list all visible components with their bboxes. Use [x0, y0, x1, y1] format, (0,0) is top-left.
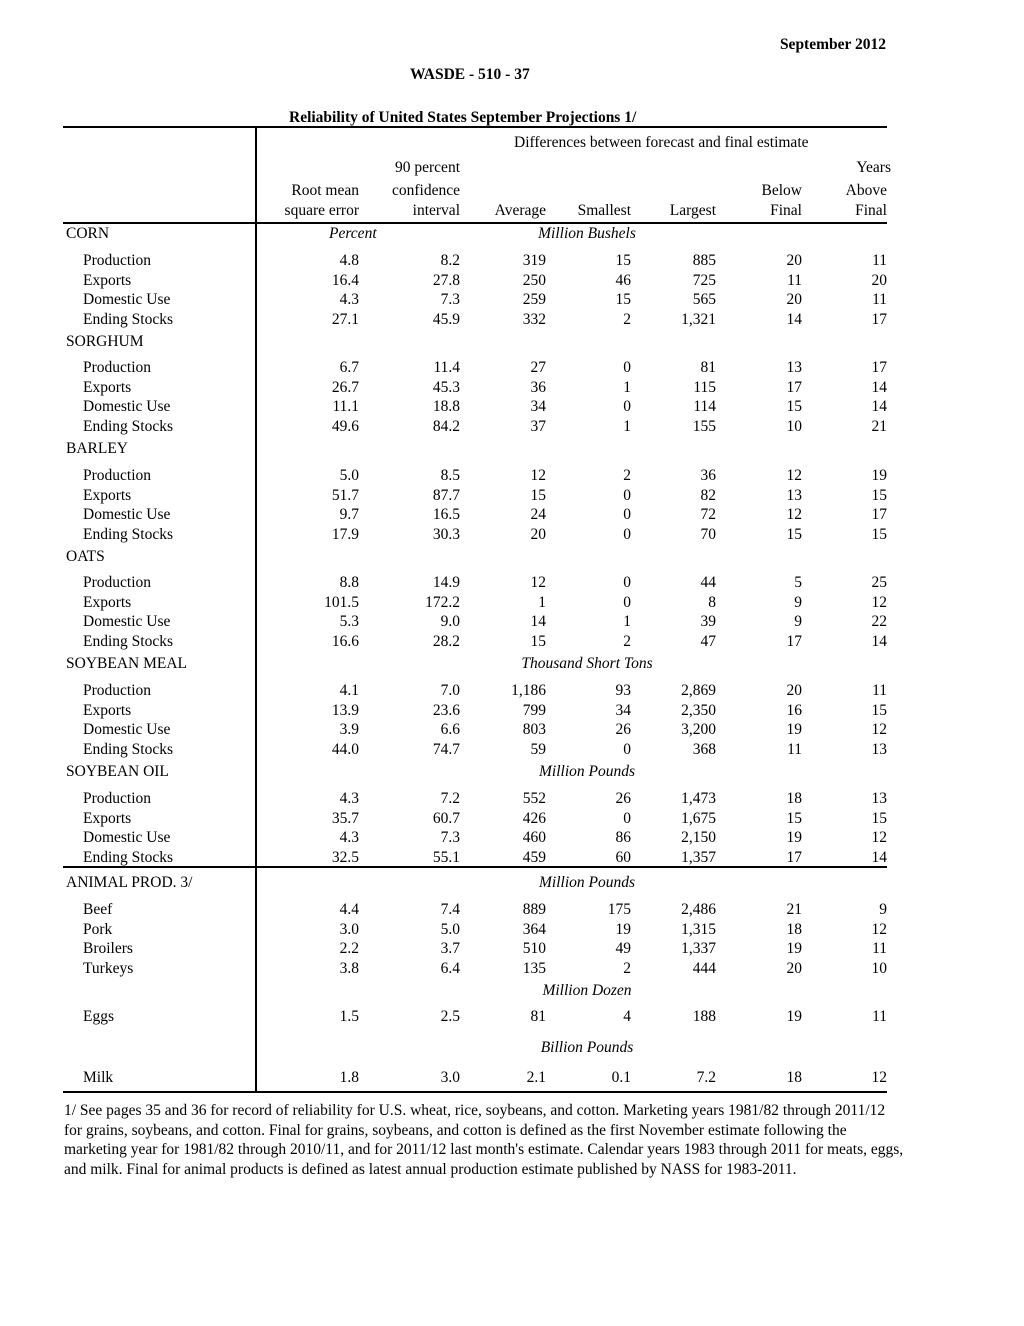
smallest-header: Smallest — [577, 202, 631, 219]
below-final-value: 20 — [786, 291, 802, 308]
ci-value: 172.2 — [425, 593, 460, 611]
section-header: SOYBEAN MEAL — [66, 655, 187, 672]
bottom-rule — [63, 1091, 887, 1093]
below-final-value: 19 — [786, 721, 802, 738]
below-final-value: 12 — [786, 467, 802, 484]
below-final-value: 20 — [786, 682, 802, 699]
row-label: Pork — [83, 920, 113, 938]
rmse-value: 27.1 — [331, 310, 359, 328]
average-value: 426 — [522, 809, 546, 827]
average-value: 250 — [522, 271, 546, 289]
below-final-value: 13 — [786, 486, 802, 504]
largest-value: 81 — [700, 359, 716, 376]
average-value: 552 — [522, 790, 546, 807]
ci-header-line1: 90 percent — [395, 159, 460, 176]
ci-value: 7.4 — [440, 901, 460, 918]
above-final-value: 15 — [871, 525, 887, 543]
above-final-value: 12 — [871, 721, 887, 738]
row-label: Domestic Use — [83, 398, 171, 415]
below-final-value: 19 — [786, 829, 802, 846]
average-value: 37 — [530, 417, 546, 435]
smallest-value: 2 — [623, 310, 631, 328]
ci-value: 23.6 — [432, 701, 460, 719]
above-final-value: 15 — [871, 809, 887, 827]
largest-value: 565 — [692, 291, 716, 308]
below-final-value: 18 — [786, 790, 802, 807]
ci-value: 7.0 — [440, 682, 460, 699]
row-label: Exports — [83, 809, 132, 827]
largest-value: 1,337 — [681, 940, 716, 957]
below-final-value: 11 — [787, 271, 802, 289]
smallest-value: 26 — [615, 721, 631, 738]
above-final-value: 25 — [871, 574, 887, 591]
rmse-value: 3.0 — [339, 920, 359, 938]
ci-value: 74.7 — [432, 740, 460, 758]
smallest-value: 19 — [615, 920, 631, 938]
largest-value: 114 — [693, 398, 716, 415]
above-final-value: 15 — [871, 701, 887, 719]
rmse-value: 3.8 — [339, 959, 359, 977]
smallest-value: 175 — [607, 901, 631, 918]
average-value: 24 — [530, 506, 546, 523]
smallest-value: 0 — [623, 486, 631, 504]
average-value: 81 — [530, 1008, 546, 1025]
below-final-value: 11 — [787, 740, 802, 758]
largest-value: 7.2 — [696, 1069, 716, 1086]
report-number: WASDE - 510 - 37 — [410, 66, 530, 83]
above-final-value: 12 — [871, 1069, 887, 1086]
below-header-line1: Below — [761, 182, 802, 199]
rmse-value: 13.9 — [331, 701, 359, 719]
average-value: 2.1 — [526, 1069, 546, 1086]
largest-value: 39 — [700, 613, 716, 630]
smallest-value: 0.1 — [611, 1069, 631, 1086]
smallest-value: 4 — [623, 1008, 631, 1025]
above-final-value: 11 — [872, 940, 887, 957]
above-final-value: 13 — [871, 790, 887, 807]
rmse-value: 6.7 — [339, 359, 359, 376]
above-header-line1: Above — [845, 182, 887, 199]
rmse-value: 101.5 — [324, 593, 359, 611]
rmse-value: 4.1 — [339, 682, 359, 699]
below-header-line2: Final — [770, 202, 802, 219]
ci-header-line3: interval — [412, 202, 460, 219]
largest-value: 72 — [700, 506, 716, 523]
rmse-value: 4.4 — [339, 901, 359, 918]
largest-value: 44 — [700, 574, 716, 591]
largest-value: 1,321 — [681, 310, 716, 328]
largest-value: 8 — [708, 593, 716, 611]
above-final-value: 12 — [871, 829, 887, 846]
smallest-value: 1 — [623, 378, 631, 396]
above-header-line2: Final — [855, 202, 887, 219]
section-header: OATS — [66, 548, 105, 565]
above-final-value: 11 — [872, 291, 887, 308]
average-value: 803 — [522, 721, 546, 738]
footnote: 1/ See pages 35 and 36 for record of reliability for U.S. wheat, rice, soybeans, and cotton. Marketing years 1981/82 through 2011/12 for grains, soybeans, and cotton. Final for grains, soybeans, and cotton is defined as the first November estimate following the marketing year for 1981/82 through 2010/11, and for 2011/12 last month's estimate. Calendar years 1983 through 2011 for meats, eggs, and milk. Final for animal products is defined as latest annual production estimate published by NASS for 1983-2011. — [64, 1102, 904, 1178]
smallest-value: 0 — [623, 740, 631, 758]
average-value: 1 — [538, 593, 546, 611]
average-value: 459 — [522, 848, 546, 866]
below-final-value: 10 — [786, 417, 802, 435]
largest-value: 47 — [700, 632, 716, 650]
below-final-value: 9 — [794, 613, 802, 630]
below-final-value: 18 — [786, 920, 802, 938]
row-label: Ending Stocks — [83, 310, 173, 328]
largest-value: 725 — [692, 271, 716, 289]
below-final-value: 17 — [786, 632, 802, 650]
below-final-value: 17 — [786, 848, 802, 866]
average-value: 319 — [522, 252, 546, 269]
row-label: Ending Stocks — [83, 848, 173, 866]
average-value: 20 — [530, 525, 546, 543]
average-header: Average — [494, 202, 546, 219]
years-header: Years — [856, 159, 891, 176]
average-value: 14 — [530, 613, 546, 630]
above-final-value: 11 — [872, 682, 887, 699]
rmse-value: 4.3 — [339, 291, 359, 308]
ci-value: 3.0 — [440, 1069, 460, 1086]
row-label: Exports — [83, 593, 132, 611]
smallest-value: 93 — [615, 682, 631, 699]
rmse-value: 4.3 — [339, 829, 359, 846]
rmse-value: 51.7 — [331, 486, 359, 504]
smallest-value: 2 — [623, 632, 631, 650]
rmse-header-line1: Root mean — [291, 182, 359, 199]
row-label: Production — [83, 467, 152, 484]
ci-value: 8.2 — [440, 252, 460, 269]
smallest-value: 0 — [623, 525, 631, 543]
largest-value: 82 — [700, 486, 716, 504]
largest-value: 2,869 — [681, 682, 716, 699]
below-final-value: 15 — [786, 525, 802, 543]
ci-value: 7.3 — [440, 829, 460, 846]
smallest-value: 15 — [615, 291, 631, 308]
ci-value: 55.1 — [432, 848, 460, 866]
ci-value: 6.4 — [440, 959, 460, 977]
smallest-value: 2 — [623, 959, 631, 977]
rmse-value: 26.7 — [331, 378, 359, 396]
rmse-value: 1.8 — [339, 1069, 359, 1086]
smallest-value: 0 — [623, 506, 631, 523]
average-value: 332 — [522, 310, 546, 328]
largest-value: 1,675 — [681, 809, 716, 827]
rmse-value: 8.8 — [339, 574, 359, 591]
rmse-value: 49.6 — [331, 417, 359, 435]
ci-value: 28.2 — [432, 632, 460, 650]
ci-value: 6.6 — [440, 721, 460, 738]
largest-value: 2,350 — [681, 701, 716, 719]
smallest-value: 86 — [615, 829, 631, 846]
above-final-value: 12 — [871, 593, 887, 611]
unit-label: Million Pounds — [538, 763, 636, 780]
above-final-value: 14 — [871, 378, 887, 396]
ci-value: 14.9 — [432, 574, 460, 591]
average-value: 36 — [530, 378, 546, 396]
ci-value: 11.4 — [433, 359, 460, 376]
largest-value: 2,486 — [681, 901, 716, 918]
smallest-value: 34 — [615, 701, 631, 719]
rmse-value: 32.5 — [331, 848, 359, 866]
above-final-value: 11 — [872, 252, 887, 269]
average-value: 15 — [530, 486, 546, 504]
row-label: Ending Stocks — [83, 417, 173, 435]
rmse-value: 9.7 — [339, 506, 359, 523]
largest-header: Largest — [669, 202, 716, 219]
below-final-value: 17 — [786, 378, 802, 396]
above-final-value: 14 — [871, 848, 887, 866]
rmse-value: 4.3 — [339, 790, 359, 807]
rmse-value: 3.9 — [339, 721, 359, 738]
row-label: Production — [83, 252, 152, 269]
smallest-value: 49 — [615, 940, 631, 957]
largest-value: 885 — [692, 252, 716, 269]
above-final-value: 12 — [871, 920, 887, 938]
below-final-value: 15 — [786, 398, 802, 415]
average-value: 59 — [530, 740, 546, 758]
row-label: Broilers — [83, 940, 133, 957]
stub-divider — [255, 126, 257, 1092]
rmse-value: 44.0 — [331, 740, 359, 758]
largest-value: 155 — [692, 417, 716, 435]
ci-header-line2: confidence — [392, 182, 460, 199]
section-header: BARLEY — [66, 440, 128, 457]
above-final-value: 9 — [879, 901, 887, 918]
row-label: Eggs — [83, 1008, 114, 1025]
smallest-value: 0 — [623, 809, 631, 827]
largest-value: 444 — [692, 959, 716, 977]
below-final-value: 15 — [786, 809, 802, 827]
largest-value: 36 — [700, 467, 716, 484]
largest-value: 2,150 — [681, 829, 716, 846]
differences-span-header: Differences between forecast and final estimate — [514, 134, 809, 151]
largest-value: 368 — [692, 740, 716, 758]
animal-section-rule — [63, 866, 887, 868]
largest-value: 188 — [692, 1008, 716, 1025]
row-label: Production — [83, 790, 152, 807]
row-label: Ending Stocks — [83, 632, 173, 650]
smallest-value: 2 — [623, 467, 631, 484]
average-value: 889 — [522, 901, 546, 918]
section-header: ANIMAL PROD. 3/ — [66, 874, 193, 891]
smallest-value: 0 — [623, 398, 631, 415]
average-value: 15 — [530, 632, 546, 650]
section-header: CORN — [66, 225, 110, 242]
largest-value: 1,473 — [681, 790, 716, 807]
above-final-value: 17 — [871, 506, 887, 523]
ci-value: 2.5 — [440, 1008, 460, 1025]
below-final-value: 21 — [786, 901, 802, 918]
smallest-value: 0 — [623, 359, 631, 376]
largest-value: 3,200 — [681, 721, 716, 738]
below-final-value: 13 — [786, 359, 802, 376]
rmse-value: 1.5 — [339, 1008, 359, 1025]
above-final-value: 14 — [871, 632, 887, 650]
below-final-value: 14 — [786, 310, 802, 328]
below-final-value: 19 — [786, 1008, 802, 1025]
below-final-value: 20 — [786, 959, 802, 977]
ci-value: 5.0 — [440, 920, 460, 938]
ci-value: 7.3 — [440, 291, 460, 308]
section-header: SORGHUM — [66, 333, 144, 350]
row-label: Exports — [83, 378, 132, 396]
average-value: 799 — [522, 701, 546, 719]
average-value: 364 — [522, 920, 546, 938]
below-final-value: 19 — [786, 940, 802, 957]
smallest-value: 1 — [623, 417, 631, 435]
above-final-value: 19 — [871, 467, 887, 484]
average-value: 259 — [522, 291, 546, 308]
rmse-value: 16.6 — [331, 632, 359, 650]
ci-value: 3.7 — [440, 940, 460, 957]
smallest-value: 26 — [615, 790, 631, 807]
unit-label: Billion Pounds — [540, 1039, 634, 1056]
above-final-value: 21 — [871, 417, 887, 435]
ci-value: 87.7 — [432, 486, 460, 504]
above-final-value: 14 — [871, 398, 887, 415]
rmse-value: 16.4 — [331, 271, 359, 289]
ci-value: 27.8 — [432, 271, 460, 289]
largest-value: 1,357 — [681, 848, 716, 866]
largest-value: 115 — [693, 378, 716, 396]
section-header: SOYBEAN OIL — [66, 763, 169, 780]
average-value: 510 — [522, 940, 546, 957]
smallest-value: 0 — [623, 574, 631, 591]
row-label: Domestic Use — [83, 613, 171, 630]
smallest-value: 1 — [623, 613, 631, 630]
ci-value: 45.9 — [432, 310, 460, 328]
ci-value: 84.2 — [432, 417, 460, 435]
percent-unit-label: Percent — [329, 225, 377, 242]
ci-value: 7.2 — [440, 790, 460, 807]
rmse-value: 17.9 — [331, 525, 359, 543]
ci-value: 9.0 — [440, 613, 460, 630]
average-value: 460 — [522, 829, 546, 846]
ci-value: 8.5 — [440, 467, 460, 484]
smallest-value: 46 — [615, 271, 631, 289]
smallest-value: 15 — [615, 252, 631, 269]
above-final-value: 17 — [871, 310, 887, 328]
average-value: 27 — [530, 359, 546, 376]
rmse-value: 11.1 — [332, 398, 359, 415]
ci-value: 45.3 — [432, 378, 460, 396]
row-label: Production — [83, 359, 152, 376]
unit-label: Thousand Short Tons — [521, 655, 653, 672]
smallest-value: 0 — [623, 593, 631, 611]
above-final-value: 15 — [871, 486, 887, 504]
row-label: Exports — [83, 486, 132, 504]
above-final-value: 17 — [871, 359, 887, 376]
row-label: Domestic Use — [83, 829, 171, 846]
report-date: September 2012 — [779, 36, 886, 53]
rmse-header-line2: square error — [284, 202, 359, 219]
average-value: 135 — [522, 959, 546, 977]
row-label: Production — [83, 574, 152, 591]
table-title: Reliability of United States September Projections 1/ — [289, 109, 637, 126]
above-final-value: 13 — [871, 740, 887, 758]
row-label: Domestic Use — [83, 506, 171, 523]
average-value: 34 — [530, 398, 546, 415]
below-final-value: 12 — [786, 506, 802, 523]
header-bottom-rule — [63, 222, 887, 224]
row-label: Milk — [83, 1069, 114, 1086]
row-label: Exports — [83, 271, 132, 289]
unit-label: Million Dozen — [542, 982, 632, 999]
ci-value: 18.8 — [432, 398, 460, 415]
row-label: Domestic Use — [83, 291, 171, 308]
rmse-value: 4.8 — [339, 252, 359, 269]
above-final-value: 11 — [872, 1008, 887, 1025]
ci-value: 16.5 — [432, 506, 460, 523]
rmse-value: 5.3 — [339, 613, 359, 630]
row-label: Beef — [83, 901, 113, 918]
average-value: 12 — [530, 574, 546, 591]
average-value: 12 — [530, 467, 546, 484]
below-final-value: 20 — [786, 252, 802, 269]
above-final-value: 10 — [871, 959, 887, 977]
rmse-value: 2.2 — [339, 940, 359, 957]
below-final-value: 9 — [794, 593, 802, 611]
row-label: Domestic Use — [83, 721, 171, 738]
above-final-value: 20 — [871, 271, 887, 289]
row-label: Production — [83, 682, 152, 699]
row-label: Exports — [83, 701, 132, 719]
smallest-value: 60 — [615, 848, 631, 866]
largest-value: 1,315 — [681, 920, 716, 938]
row-label: Turkeys — [83, 959, 134, 977]
below-final-value: 16 — [786, 701, 802, 719]
below-final-value: 18 — [786, 1069, 802, 1086]
ci-value: 30.3 — [432, 525, 460, 543]
ci-value: 60.7 — [432, 809, 460, 827]
unit-label: Million Bushels — [538, 225, 636, 242]
rmse-value: 5.0 — [339, 467, 359, 484]
rmse-value: 35.7 — [331, 809, 359, 827]
top-rule — [63, 126, 887, 128]
unit-label: Million Pounds — [538, 874, 636, 891]
above-final-value: 22 — [871, 613, 887, 630]
row-label: Ending Stocks — [83, 525, 173, 543]
largest-value: 70 — [700, 525, 716, 543]
average-value: 1,186 — [511, 682, 546, 699]
below-final-value: 5 — [794, 574, 802, 591]
row-label: Ending Stocks — [83, 740, 173, 758]
